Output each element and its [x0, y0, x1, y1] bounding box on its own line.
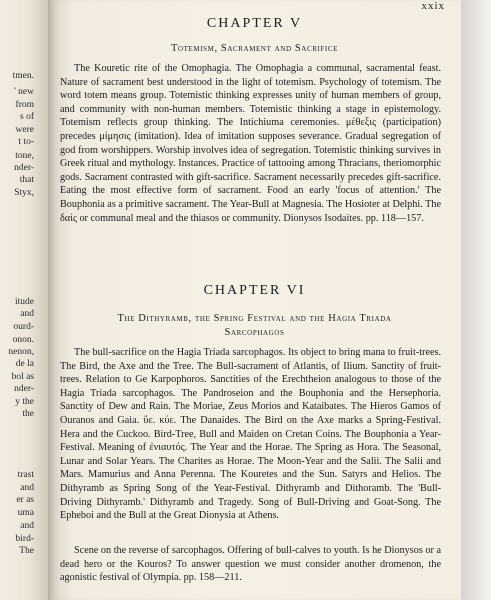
facing-page-text-fragment: that — [19, 175, 34, 185]
facing-page-text-fragment: de la — [15, 359, 34, 369]
facing-page-text-fragment: were — [15, 125, 34, 135]
facing-page-text-fragment: ourd- — [13, 322, 34, 332]
facing-page-text-fragment: The — [19, 546, 34, 556]
running-head: xxix — [421, 0, 445, 12]
facing-page-text-fragment: s of — [20, 112, 34, 122]
chapter-6-summary: The bull-sacrifice on the Hagia Triada sarcophagos. Its object to bring mana to fruit-trees. The Bird, the Axe and the Tree. The Bull-sacrament of Atlantis, of Ilium. Sanctity of fruit-trees. Relation to Ge Karpophoros. Sanctities of the Erechtheion analogous to those of the Hagia Triada sarcophagos. The Pandroseion and the Bouphonia and the Hersephoria. Sanctity of Dew and Rain. The Moriae, Zeus Morios and Kataibates. The Hieros Gamos of Ouranos and Gaia. ὕε. κύε. The Danaides. The Bird on the Axe marks a Spring-Festival. Hera and the Cuckoo. Bird-Tree, Bull and Maiden on Cretan Coins. The Bouphonia a Year-Festival. Meaning of ἐνιαυτός. The Year and the Horae. The Spring as Hora. The Seasonal, Lunar and Solar Years. The Charites as Horae. The Moon-Year and the Salii. The Salii and Mars. Mamurius and Anna Perenna. The Kouretes and the Sun. Satyrs and Helios. The Dithyramb as Spring Song of the Year-Festival. Dithyramb and Dithoramb. The 'Bull-Driving Dithyramb.' Dithyramb and Tragedy. Song of Bull-Driving and Goat-Song. The Epheboi and the Bull at the Great Dionysia at Athens. — [60, 347, 441, 522]
facing-page-text-fragment: bird- — [15, 534, 34, 544]
facing-page-text-fragment: ' new — [14, 87, 34, 97]
facing-page-text-fragment: trast — [17, 470, 34, 480]
background-surface — [461, 0, 491, 600]
facing-page-text-fragment: nder- — [14, 384, 34, 394]
facing-page-text-fragment: and — [20, 309, 34, 319]
chapter-5-title: Totemism, Sacrament and Sacrifice — [170, 43, 338, 54]
facing-page-text-fragment: t to- — [18, 137, 34, 147]
facing-page-edge — [0, 0, 48, 600]
chapter-5-heading: CHAPTER V — [206, 16, 303, 31]
facing-page-text-fragment: tmen. — [12, 71, 34, 81]
chapter-6-summary-continued: Scene on the reverse of sarcophagos. Offering of bull-calves to youth. Is he Dionysos or a dead hero or the Kouros? To answer question we must consider another dromenon, the agonistic festival of Olympia. pp. 158—211. — [60, 545, 441, 584]
facing-page-text-fragment: tone, — [15, 151, 34, 161]
facing-page-text-fragment: bol as — [11, 372, 34, 382]
facing-page-text-fragment: and — [20, 483, 34, 493]
facing-page-text-fragment: Styx, — [14, 188, 34, 198]
facing-page-text-fragment: nder- — [14, 163, 34, 173]
book-page — [48, 0, 461, 600]
facing-page-text-fragment: onon. — [12, 335, 34, 345]
chapter-6-title-line2: Sarcophagos — [224, 327, 285, 338]
chapter-6-heading: CHAPTER VI — [203, 283, 306, 298]
facing-page-text-fragment: nenon, — [8, 347, 34, 357]
facing-page-text-fragment: and — [20, 521, 34, 531]
facing-page-text-fragment: uma — [17, 508, 34, 518]
facing-page-text-fragment: y the — [15, 397, 34, 407]
chapter-6-title-line1: The Dithyramb, the Spring Festival and the Hagia Triada — [117, 313, 392, 324]
facing-page-text-fragment: itude — [15, 297, 34, 307]
facing-page-text-fragment: er as — [16, 495, 34, 505]
chapter-5-summary: The Kouretic rite of the Omophagia. The Omophagia a communal, sacramental feast. Nature of sacrament best understood in the light of totemism. Psychology of totemism. The word totem means group. Totemistic thinking expresses unity of human members of group, and community with non-human members. Totemistic thinking a stage in epistemology. Totemism reflects group thinking. The Intichiuma ceremonies. μέθεξις (participation) precedes μίμησις (imitation). Idea of imitation supposes severance. Gradual segregation of god from worshippers. Worship involves idea of segregation. Totemistic thinking survives in Greek ritual and mythology. Instances. Practice of tattooing among Thracians, theriomorphic gods. Sacrament contrasted with gift-sacrifice. Sacrament necessarily precedes gift-sacrifice. Eating the most effective form of sacrament. Food an early 'focus of attention.' The Bouphonia as a primitive sacrament. The Year-Bull at Magnesia. The Hosioter at Delphi. The δαίς or communal meal and the thiasos or community. Dionysos Isodaites. pp. 118—157. — [60, 63, 441, 224]
facing-page-text-fragment: from — [15, 100, 34, 110]
facing-page-text-fragment: the — [22, 409, 34, 419]
